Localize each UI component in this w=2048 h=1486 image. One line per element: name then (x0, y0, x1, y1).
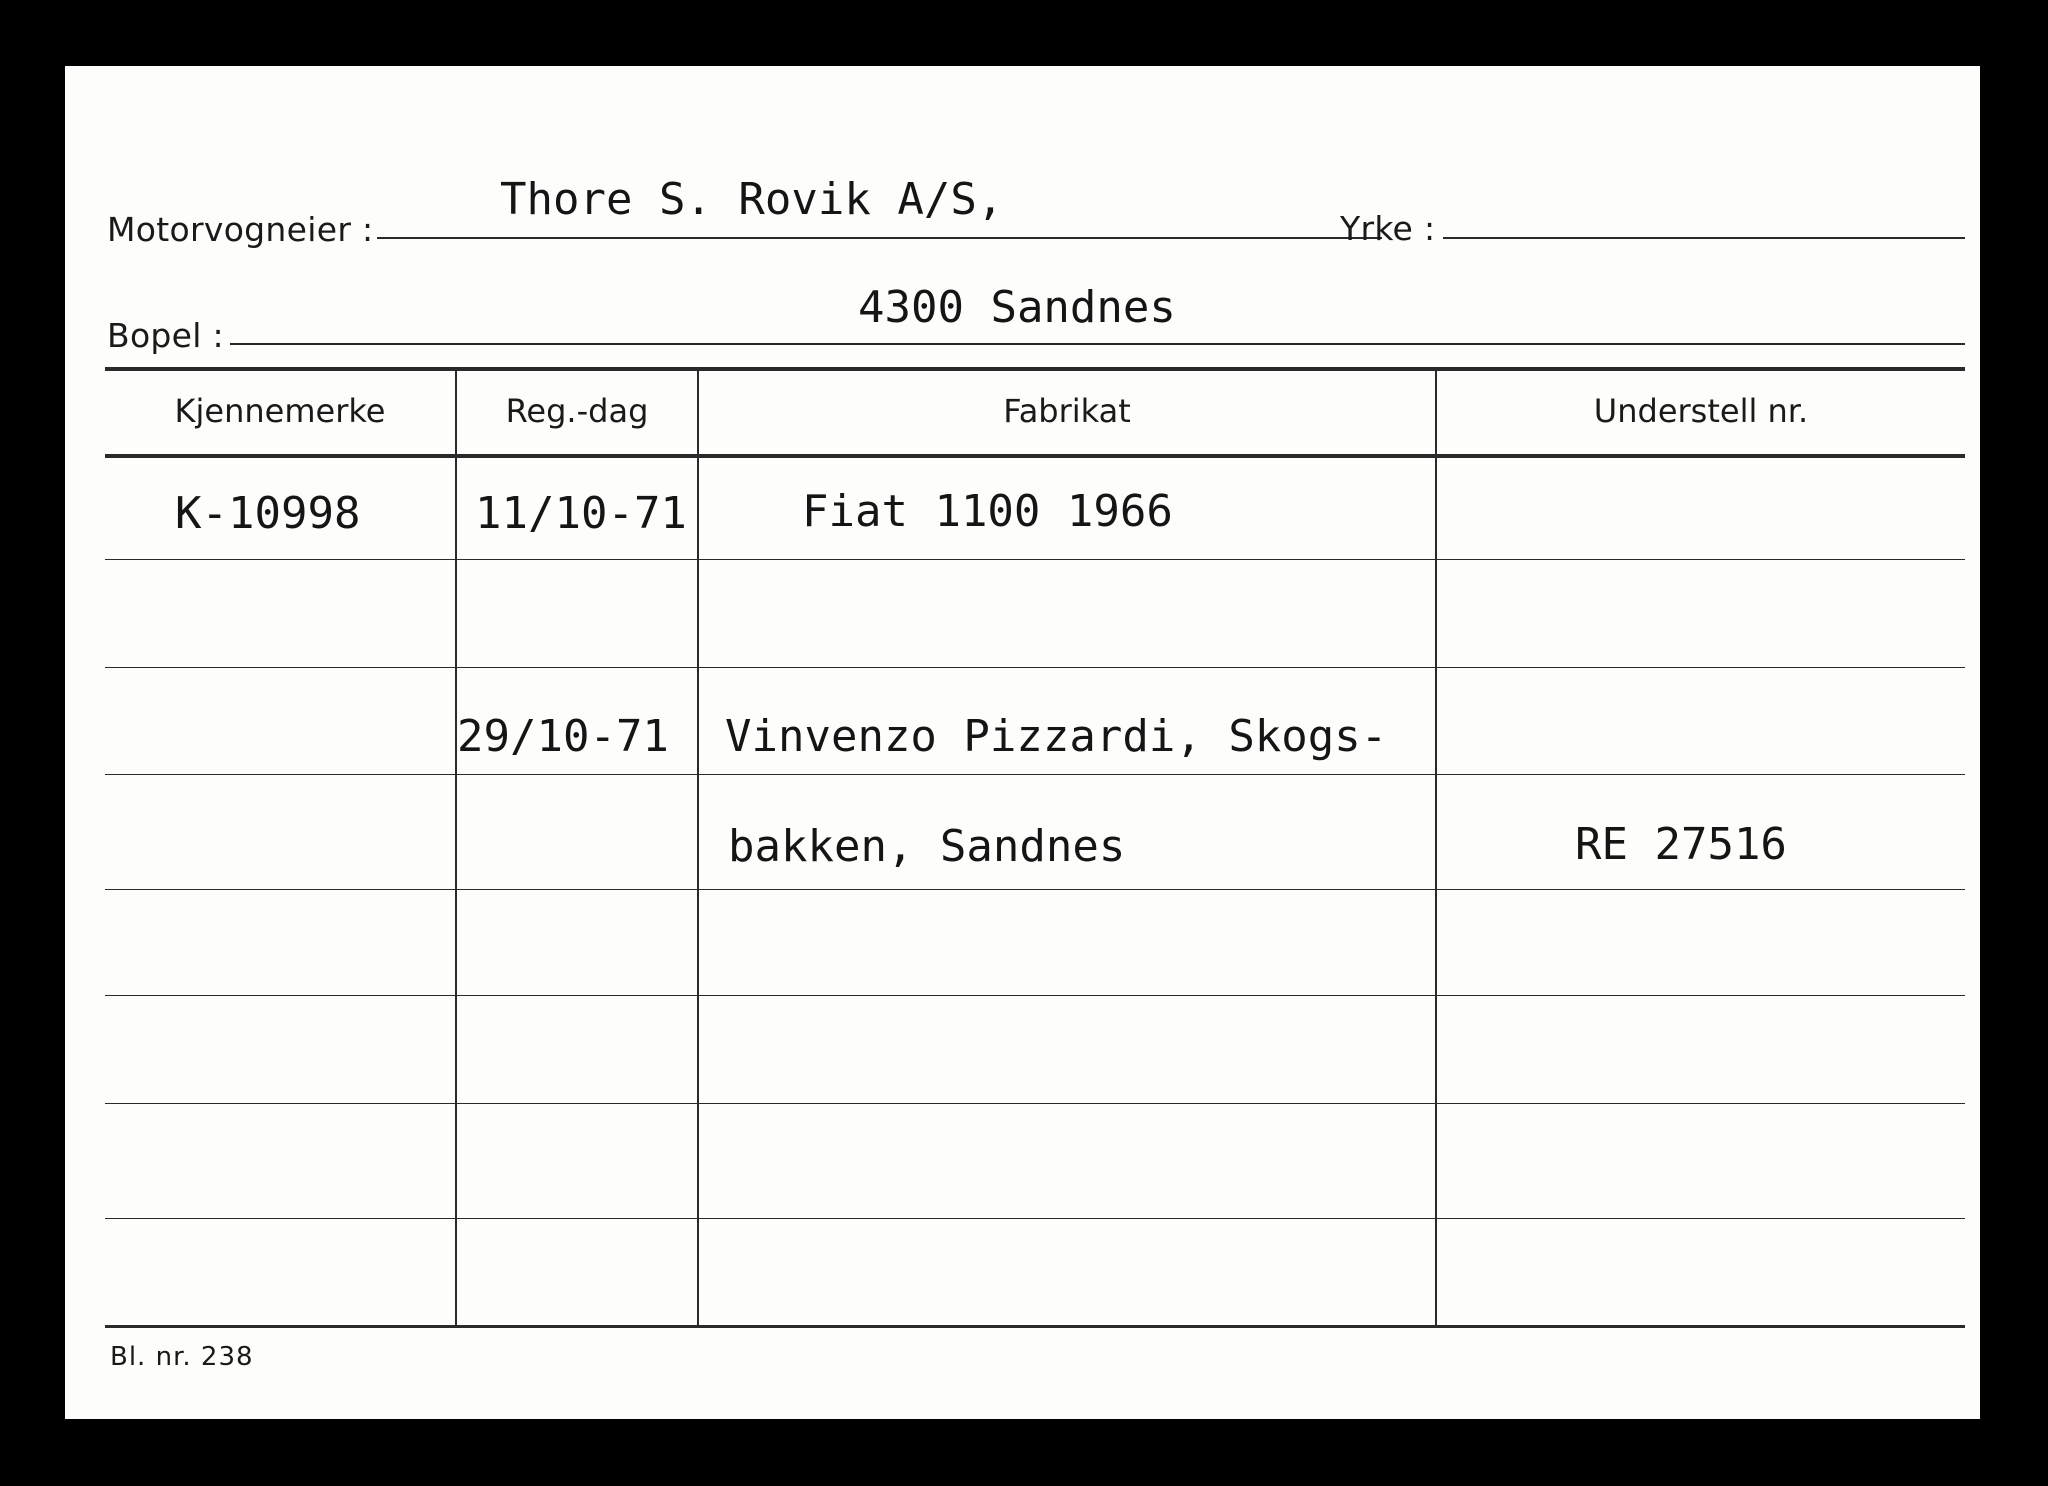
owner-underline (377, 237, 1382, 239)
header-bottom-border (105, 454, 1965, 458)
row-line (105, 667, 1965, 668)
owner-value: Thore S. Rovik A/S, (500, 174, 1004, 225)
row4-understell: RE 27516 (1575, 819, 1787, 870)
residence-label: Bopel : (107, 316, 224, 355)
registration-card (65, 66, 1980, 1419)
occupation-label: Yrke : (1340, 209, 1436, 248)
header-reg-dag: Reg.-dag (505, 392, 649, 430)
row-line (105, 889, 1965, 890)
table-top-border (105, 367, 1965, 371)
row4-fabrikat: bakken, Sandnes (728, 821, 1126, 872)
row1-kjennemerke: K-10998 (175, 488, 361, 539)
residence-value: 4300 Sandnes (858, 282, 1176, 333)
row-line (105, 774, 1965, 775)
owner-label: Motorvogneier : (107, 210, 374, 249)
column-divider-2 (697, 369, 699, 1327)
residence-underline (230, 343, 1965, 345)
header-kjennemerke: Kjennemerke (174, 392, 386, 430)
row1-reg-dag: 11/10-71 (475, 488, 687, 539)
table-bottom-border (105, 1325, 1965, 1328)
occupation-underline (1443, 237, 1965, 239)
column-divider-3 (1435, 369, 1437, 1327)
row-line (105, 995, 1965, 996)
column-divider-1 (455, 369, 457, 1327)
header-fabrikat: Fabrikat (1003, 392, 1131, 430)
row-line (105, 559, 1965, 560)
row-line (105, 1103, 1965, 1104)
row3-fabrikat: Vinvenzo Pizzardi, Skogs- (725, 711, 1388, 762)
row3-reg-dag: 29/10-71 (457, 711, 669, 762)
row-line (105, 1218, 1965, 1219)
header-understell: Understell nr. (1593, 392, 1809, 430)
form-number: Bl. nr. 238 (110, 1342, 254, 1372)
row1-fabrikat: Fiat 1100 1966 (802, 486, 1173, 537)
